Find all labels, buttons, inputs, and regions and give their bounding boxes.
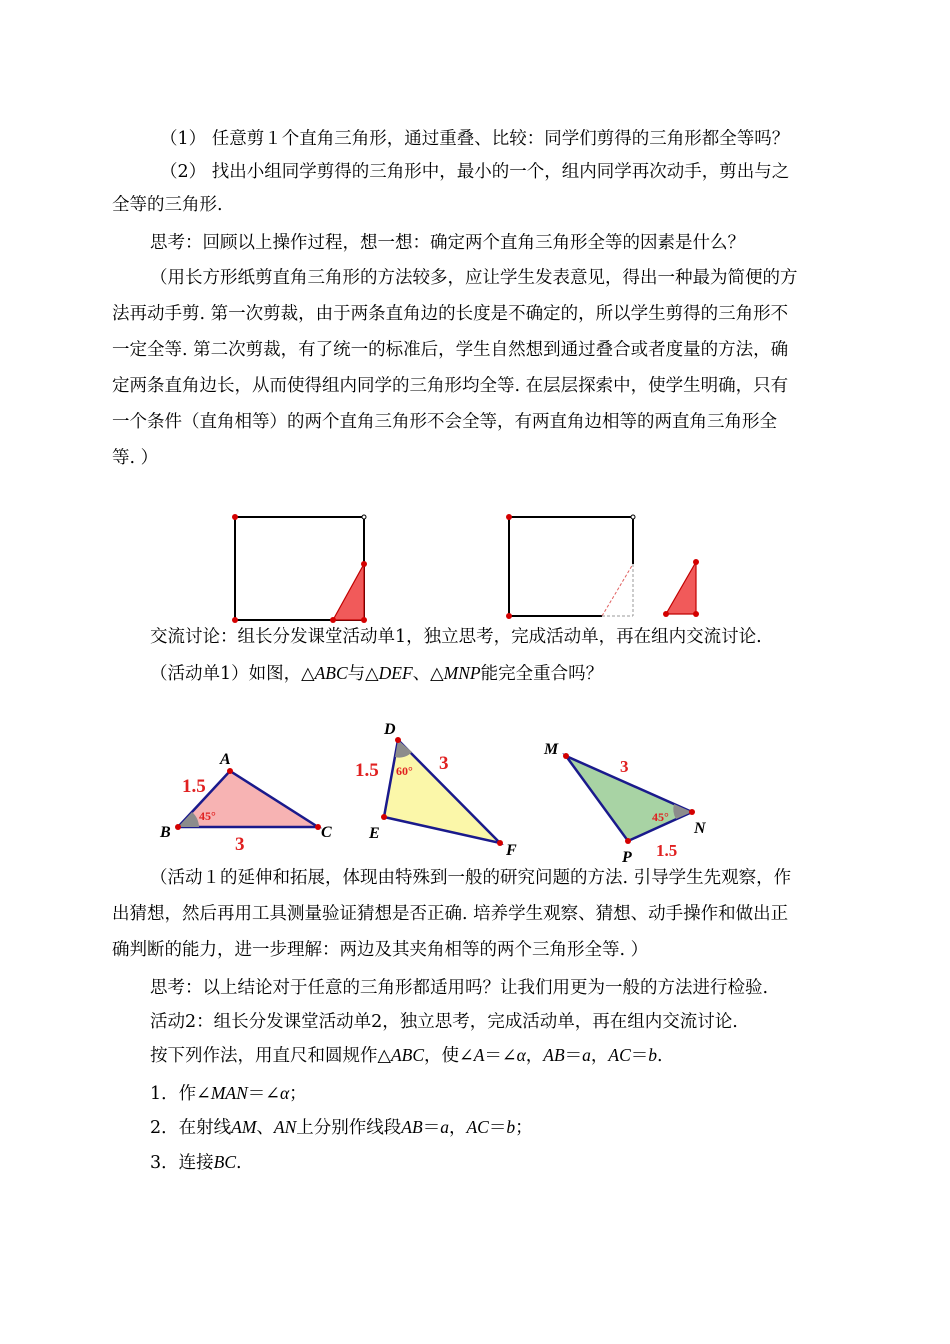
teacher-note-1-line: （用长方形纸剪直角三角形的方法较多，应让学生发表意见，得出一种最为简便的方 — [150, 268, 798, 288]
teacher-note-1-line: 法再动手剪. 第一次剪裁，由于两条直角边的长度是不确定的，所以学生剪得的三角形不 — [112, 304, 789, 324]
vertex-b — [175, 824, 181, 830]
teacher-note-1-line: 一个条件（直角相等）的两个直角三角形不会全等，有两直角边相等的两直角三角形全 — [112, 412, 777, 432]
teacher-note-1-line: 定两条直角边长，从而使得组内同学的三角形均全等. 在层层探索中，使学生明确，只有 — [112, 376, 789, 396]
side-bc-length: 3 — [235, 834, 245, 855]
construction-instruction: 按下列作法，用直尺和圆规作△ABC，使∠A＝∠α，AB＝a，AC＝b. — [150, 1045, 663, 1066]
activity-1-question: （活动单1）如图，△ABC与△DEF、△MNP能完全重合吗？ — [150, 663, 604, 684]
side-mn-length: 3 — [620, 757, 629, 776]
think-prompt-1: 思考：回顾以上操作过程，想一想：确定两个直角三角形全等的因素是什么？ — [150, 233, 745, 253]
activity-2: 活动2：组长分发课堂活动单2，独立思考，完成活动单，再在组内交流讨论. — [150, 1012, 738, 1032]
step-2: 2．在射线AM、AN上分别作线段AB＝a，AC＝b； — [150, 1117, 533, 1138]
teacher-note-2-line: 确判断的能力，进一步理解：两边及其夹角相等的两个三角形全等. ） — [112, 940, 649, 960]
angle-d-value: 60° — [396, 764, 413, 778]
vertex-p — [625, 838, 631, 844]
side-np-length: 1.5 — [656, 841, 678, 860]
vertex-m — [563, 753, 569, 759]
vertex-d — [395, 737, 401, 743]
step-3: 3．连接BC. — [150, 1152, 242, 1173]
angle-b-value: 45° — [199, 809, 216, 823]
step-1: 1．作∠MAN＝∠α； — [150, 1083, 307, 1104]
vertex-a — [227, 768, 233, 774]
teacher-note-1-line: 一定全等. 第二次剪裁，有了统一的标准后，学生自然想到通过叠合或者度量的方法，确 — [112, 340, 789, 360]
question-1: （1） 任意剪１个直角三角形，通过重叠、比较：同学们剪得的三角形都全等吗？ — [160, 129, 790, 149]
exchange-discussion: 交流讨论：组长分发课堂活动单1，独立思考，完成活动单，再在组内交流讨论. — [150, 627, 762, 647]
vertex-f — [497, 840, 503, 846]
vertex-n — [689, 809, 695, 815]
label-f: F — [506, 842, 517, 859]
think-prompt-2: 思考：以上结论对于任意的三角形都适用吗？让我们用更为一般的方法进行检验. — [150, 978, 769, 998]
vertex-e — [381, 814, 387, 820]
teacher-note-2-line: 出猜想，然后再用工具测量验证猜想是否正确. 培养学生观察、猜想、动手操作和做出正 — [112, 904, 789, 924]
label-e: E — [369, 825, 380, 842]
teacher-note-1-line: 等. ） — [112, 448, 159, 468]
side-de-length: 1.5 — [355, 760, 379, 781]
question-2-line1: （2） 找出小组同学剪得的三角形中，最小的一个，组内同学再次动手，剪出与之 — [160, 162, 790, 182]
side-df-length: 3 — [439, 753, 449, 774]
teacher-note-2-line: （活动１的延伸和拓展，体现由特殊到一般的研究问题的方法. 引导学生先观察，作 — [150, 868, 792, 888]
label-n: N — [694, 820, 706, 837]
label-c: C — [321, 824, 332, 841]
label-b: B — [160, 824, 171, 841]
question-2-line2: 全等的三角形. — [112, 195, 223, 215]
triangle-mnp — [566, 756, 692, 841]
label-p: P — [622, 849, 632, 866]
label-d: D — [384, 721, 396, 738]
side-ab-length: 1.5 — [182, 776, 206, 797]
label-m: M — [544, 741, 559, 758]
label-a: A — [220, 751, 231, 768]
angle-n-value: 45° — [652, 810, 669, 824]
